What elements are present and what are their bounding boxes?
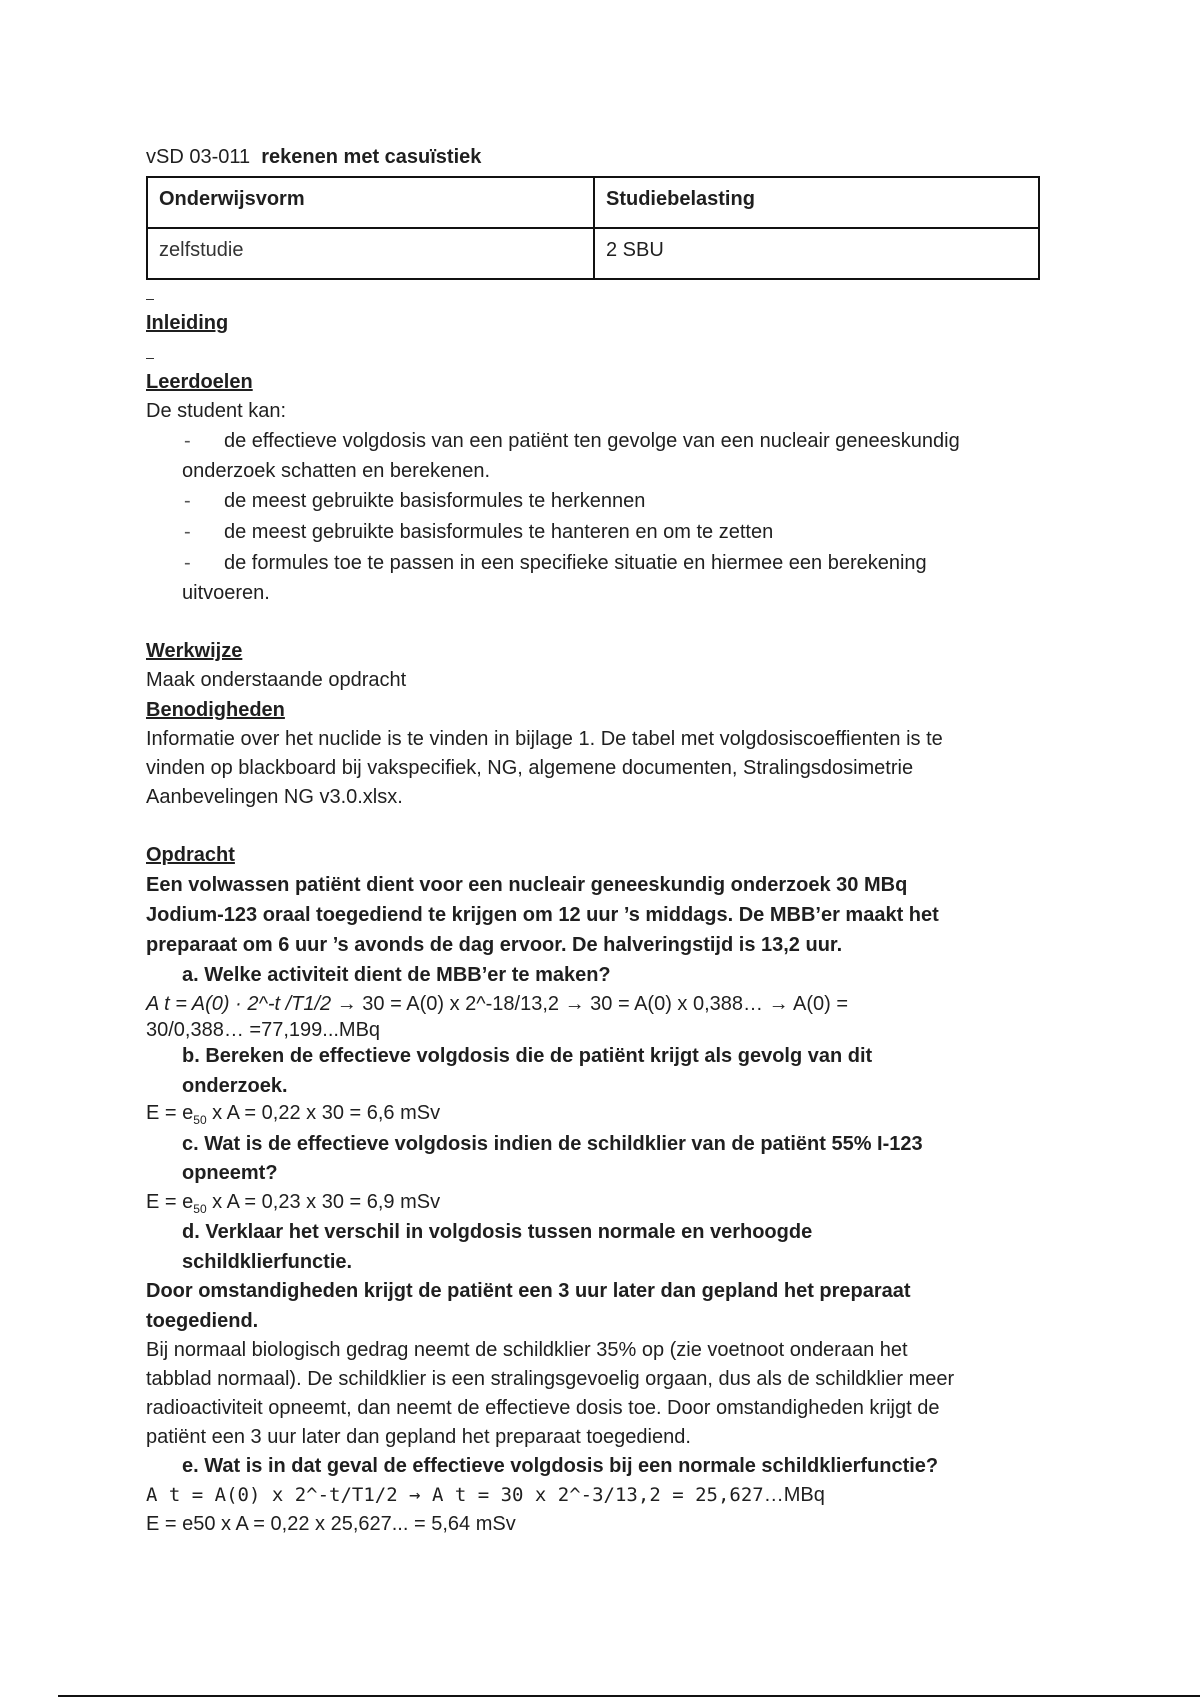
empty-line-marker bbox=[146, 299, 154, 300]
formula-subscript: 50 bbox=[193, 1202, 207, 1216]
question-a: a. Welke activiteit dient de MBB’er te maken? bbox=[182, 964, 611, 986]
heading-opdracht: Opdracht bbox=[146, 844, 235, 866]
bullet-marker: - bbox=[184, 490, 191, 512]
bullet-marker: - bbox=[184, 521, 191, 543]
werkwijze-text: Maak onderstaande opdracht bbox=[146, 669, 407, 691]
formula-italic: A t = A(0) · 2^-t /T1/2 bbox=[146, 993, 332, 1015]
question-b: onderzoek. bbox=[182, 1075, 288, 1097]
assignment-intro: preparaat om 6 uur ’s avonds de dag ervoor. De halveringstijd is 13,2 uur. bbox=[146, 934, 843, 956]
assignment-intro: Jodium-123 oraal toegediend te krijgen om 12 uur ’s middags. De MBB’er maakt het bbox=[146, 904, 939, 926]
list-item: onderzoek schatten en berekenen. bbox=[182, 460, 490, 482]
list-item: de meest gebruikte basisformules te herkennen bbox=[224, 490, 646, 512]
formula-part: E = e bbox=[146, 1191, 194, 1213]
answer-a: 30/0,388… =77,199...MBq bbox=[146, 1019, 381, 1041]
formula-part: x A = 0,23 x 30 = 6,9 mSv bbox=[206, 1191, 441, 1213]
list-item: de formules toe te passen in een specifieke situatie en hiermee een berekening bbox=[224, 552, 927, 574]
course-code: vSD 03-011 bbox=[146, 146, 251, 168]
delay-statement: Door omstandigheden krijgt de patiënt een 3 uur later dan gepland het preparaat bbox=[146, 1280, 911, 1302]
answer-d: tabblad normaal). De schildklier is een stralingsgevoelig orgaan, dus als de schildklier meer bbox=[146, 1368, 955, 1390]
formula-part: x A = 0,22 x 30 = 6,6 mSv bbox=[206, 1102, 441, 1124]
delay-statement: toegediend. bbox=[146, 1310, 259, 1332]
table-header-onderwijsvorm: Onderwijsvorm bbox=[159, 188, 305, 210]
paragraph-line: Aanbevelingen NG v3.0.xlsx. bbox=[146, 786, 403, 808]
heading-leerdoelen: Leerdoelen bbox=[146, 371, 253, 393]
heading-werkwijze: Werkwijze bbox=[146, 640, 243, 662]
heading-benodigheden: Benodigheden bbox=[146, 699, 285, 721]
paragraph-line: Informatie over het nuclide is te vinden in bijlage 1. De tabel met volgdosiscoeffienten is te bbox=[146, 728, 943, 750]
leerdoelen-intro: De student kan: bbox=[146, 400, 287, 422]
question-d: schildklierfunctie. bbox=[182, 1251, 353, 1273]
formula-part: E = e bbox=[146, 1102, 194, 1124]
info-table bbox=[146, 176, 1040, 280]
question-b: b. Bereken de effectieve volgdosis die de patiënt krijgt als gevolg van dit bbox=[182, 1045, 873, 1067]
table-cell-onderwijsvorm: zelfstudie bbox=[159, 239, 244, 261]
answer-d: radioactiviteit opneemt, dan neemt de effectieve dosis toe. Door omstandigheden krijgt de bbox=[146, 1397, 940, 1419]
list-item: de effectieve volgdosis van een patiënt ten gevolge van een nucleair geneeskundig bbox=[224, 430, 960, 452]
list-item: de meest gebruikte basisformules te hanteren en om te zetten bbox=[224, 521, 774, 543]
answer-a bbox=[146, 993, 848, 1015]
assignment-intro: Een volwassen patiënt dient voor een nucleair geneeskundig onderzoek 30 MBq bbox=[146, 874, 908, 896]
bullet-marker: - bbox=[184, 552, 191, 574]
list-item: uitvoeren. bbox=[182, 582, 270, 604]
table-header-studiebelasting: Studiebelasting bbox=[606, 188, 755, 210]
formula-part: …MBq bbox=[763, 1484, 825, 1506]
table-divider bbox=[148, 227, 1038, 229]
paragraph-line: vinden op blackboard bij vakspecifiek, NG, algemene documenten, Stralingsdosimetrie bbox=[146, 757, 914, 779]
formula-rest: → 30 = A(0) x 2^-18/13,2 → 30 = A(0) x 0,388… → A(0) = bbox=[331, 993, 849, 1015]
formula-subscript: 50 bbox=[193, 1113, 207, 1127]
answer-d: patiënt een 3 uur later dan gepland het preparaat toegediend. bbox=[146, 1426, 691, 1448]
document-header bbox=[146, 146, 481, 168]
question-e: e. Wat is in dat geval de effectieve volgdosis bij een normale schildklierfunctie? bbox=[182, 1455, 939, 1477]
table-cell-studiebelasting: 2 SBU bbox=[606, 239, 664, 261]
bullet-marker: - bbox=[184, 430, 191, 452]
answer-c bbox=[146, 1191, 440, 1216]
page-bottom-rule bbox=[58, 1695, 1200, 1697]
empty-line-marker bbox=[146, 358, 154, 359]
heading-inleiding: Inleiding bbox=[146, 312, 229, 334]
answer-e bbox=[146, 1484, 825, 1506]
answer-e: E = e50 x A = 0,22 x 25,627... = 5,64 mSv bbox=[146, 1513, 516, 1535]
question-c: c. Wat is de effectieve volgdosis indien de schildklier van de patiënt 55% I-123 bbox=[182, 1133, 923, 1155]
question-c: opneemt? bbox=[182, 1162, 278, 1184]
answer-d: Bij normaal biologisch gedrag neemt de schildklier 35% op (zie voetnoot onderaan het bbox=[146, 1339, 908, 1361]
document-title: rekenen met casuïstiek bbox=[261, 146, 482, 168]
question-d: d. Verklaar het verschil in volgdosis tussen normale en verhoogde bbox=[182, 1221, 813, 1243]
answer-b bbox=[146, 1102, 440, 1127]
formula-part: A t = A(0) x 2^-t/T1/2 → A t = 30 x 2^-3/13,2 = 25,627 bbox=[146, 1484, 764, 1506]
